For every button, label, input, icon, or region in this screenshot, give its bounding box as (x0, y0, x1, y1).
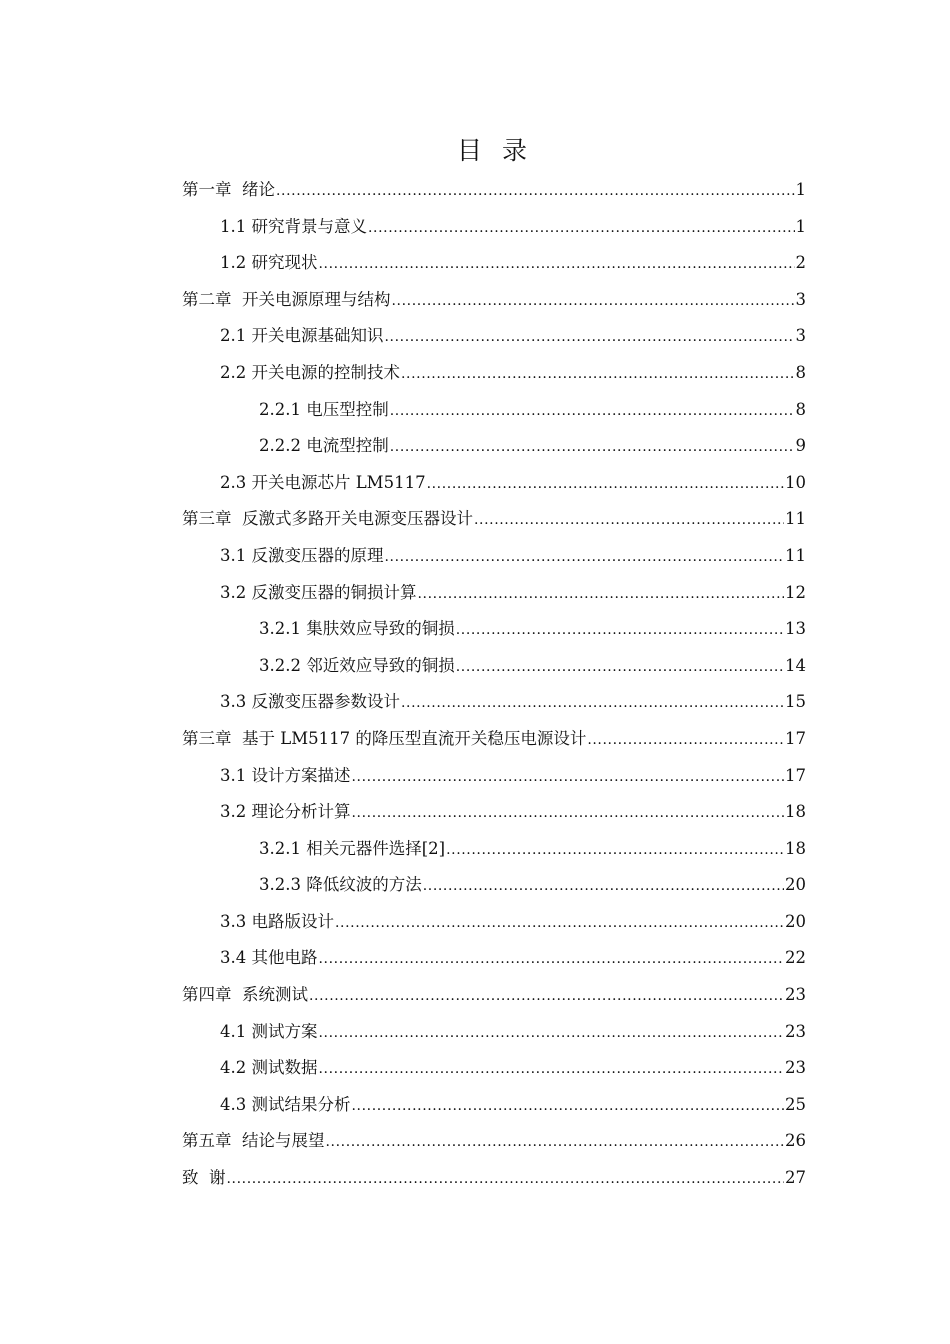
dot-leader (390, 429, 795, 466)
toc-entry[interactable] (182, 1087, 806, 1124)
toc-entry[interactable] (182, 648, 806, 685)
toc-entry[interactable] (182, 1050, 806, 1087)
toc-page-number: 11 (785, 545, 806, 565)
toc-page-number: 27 (785, 1168, 806, 1188)
dot-leader (309, 978, 784, 1015)
dot-leader (401, 685, 784, 722)
dot-leader (418, 576, 785, 613)
dot-leader (427, 466, 784, 503)
toc-page-number: 12 (785, 582, 806, 602)
dot-leader (319, 941, 785, 978)
toc-entry[interactable] (182, 904, 806, 941)
toc-page-number: 26 (785, 1131, 806, 1151)
toc-entry[interactable] (182, 867, 806, 904)
dot-leader (319, 1015, 785, 1052)
dot-leader (335, 905, 784, 942)
toc-entry[interactable] (182, 282, 806, 319)
toc-page-number: 17 (785, 765, 806, 785)
toc-entry[interactable] (182, 575, 806, 612)
toc-entry-title: 3.3 反激变压器参数设计 (220, 692, 400, 712)
toc-entry[interactable] (182, 1014, 806, 1051)
dot-leader (352, 1088, 785, 1125)
toc-entry[interactable] (182, 538, 806, 575)
toc-entry-title: 第五章 结论与展望 (182, 1131, 325, 1151)
toc-page-number: 23 (785, 1021, 806, 1041)
dot-leader (456, 612, 784, 649)
toc-entry-title: 1.2 研究现状 (220, 253, 318, 273)
toc-entry[interactable] (182, 1123, 806, 1160)
dot-leader (352, 759, 785, 796)
toc-entry-title: 2.1 开关电源基础知识 (220, 326, 384, 346)
toc-page-number: 25 (785, 1094, 806, 1114)
dot-leader (385, 539, 785, 576)
toc-entry[interactable] (182, 428, 806, 465)
toc-entry-title: 第二章 开关电源原理与结构 (182, 289, 391, 309)
toc-entry[interactable] (182, 684, 806, 721)
toc-page-number: 2 (795, 253, 806, 273)
dot-leader (474, 502, 784, 539)
dot-leader (401, 356, 795, 393)
dot-leader (587, 722, 784, 759)
toc-entry-title: 3.2 理论分析计算 (220, 802, 351, 822)
toc-page-number: 8 (795, 362, 806, 382)
table-of-contents (182, 172, 806, 1197)
toc-entry[interactable] (182, 501, 806, 538)
toc-entry[interactable] (182, 794, 806, 831)
dot-leader (456, 649, 784, 686)
toc-entry-title: 4.2 测试数据 (220, 1058, 318, 1078)
toc-entry-title: 3.1 设计方案描述 (220, 765, 351, 785)
toc-page-number: 9 (795, 436, 806, 456)
toc-entry-title: 3.2.2 邻近效应导致的铜损 (259, 655, 455, 675)
toc-entry-title: 3.3 电路版设计 (220, 911, 334, 931)
toc-entry-title: 2.3 开关电源芯片 LM5117 (220, 472, 426, 492)
toc-entry-title: 4.3 测试结果分析 (220, 1094, 351, 1114)
toc-page-number: 1 (795, 180, 806, 199)
toc-page-number: 20 (785, 875, 806, 895)
toc-page-number: 22 (785, 948, 806, 968)
toc-page-number: 3 (795, 289, 806, 309)
toc-page-number: 10 (785, 472, 806, 492)
toc-entry-title: 致 谢 (182, 1168, 226, 1188)
toc-entry[interactable] (182, 172, 806, 209)
toc-page-number: 15 (785, 692, 806, 712)
dot-leader (326, 1124, 785, 1161)
toc-page-number: 8 (795, 399, 806, 419)
toc-page-number: 11 (785, 509, 806, 529)
dot-leader (319, 1051, 785, 1088)
toc-entry[interactable] (182, 940, 806, 977)
toc-entry-title: 3.2.1 相关元器件选择[2] (259, 838, 446, 858)
dot-leader (352, 795, 785, 832)
toc-entry-title: 3.2.1 集肤效应导致的铜损 (259, 619, 455, 639)
dot-leader (227, 1161, 785, 1198)
toc-entry[interactable] (182, 1160, 806, 1197)
toc-page-number: 23 (785, 985, 806, 1005)
toc-entry-title: 第一章 绪论 (182, 180, 275, 199)
toc-entry[interactable] (182, 977, 806, 1014)
toc-entry-title: 2.2.1 电压型控制 (259, 399, 389, 419)
toc-page-number: 23 (785, 1058, 806, 1078)
toc-entry-title: 第三章 基于 LM5117 的降压型直流开关稳压电源设计 (182, 728, 587, 748)
toc-entry[interactable] (182, 721, 806, 758)
toc-entry[interactable] (182, 392, 806, 429)
toc-entry-title: 1.1 研究背景与意义 (220, 216, 367, 236)
toc-entry-title: 3.2 反激变压器的铜损计算 (220, 582, 417, 602)
dot-leader (446, 832, 784, 869)
toc-entry[interactable] (182, 209, 806, 246)
toc-entry[interactable] (182, 245, 806, 282)
toc-page-number: 20 (785, 911, 806, 931)
dot-leader (390, 393, 795, 430)
toc-page-number: 13 (785, 619, 806, 639)
dot-leader (392, 283, 795, 320)
dot-leader (423, 868, 784, 905)
toc-entry-title: 第四章 系统测试 (182, 985, 308, 1005)
dot-leader (276, 173, 795, 210)
toc-entry-title: 3.2.3 降低纹波的方法 (259, 875, 422, 895)
toc-entry-title: 第三章 反激式多路开关电源变压器设计 (182, 509, 473, 529)
dot-leader (385, 319, 795, 356)
dot-leader (319, 246, 795, 283)
toc-entry[interactable] (182, 355, 806, 392)
toc-entry-title: 4.1 测试方案 (220, 1021, 318, 1041)
toc-entry[interactable] (182, 758, 806, 795)
dot-leader (368, 210, 795, 247)
toc-page-number: 18 (785, 838, 806, 858)
toc-entry-title: 2.2.2 电流型控制 (259, 436, 389, 456)
toc-page-number: 1 (795, 216, 806, 236)
toc-page-number: 17 (785, 728, 806, 748)
toc-title: 目 录 (457, 136, 533, 165)
toc-entry-title: 3.4 其他电路 (220, 948, 318, 968)
toc-page-number: 18 (785, 802, 806, 822)
toc-page-number: 14 (785, 655, 806, 675)
toc-entry[interactable] (182, 611, 806, 648)
toc-entry-title: 3.1 反激变压器的原理 (220, 545, 384, 565)
toc-page-number: 3 (795, 326, 806, 346)
toc-entry[interactable] (182, 318, 806, 355)
toc-entry-title: 2.2 开关电源的控制技术 (220, 362, 400, 382)
toc-entry[interactable] (182, 465, 806, 502)
toc-entry[interactable] (182, 831, 806, 868)
